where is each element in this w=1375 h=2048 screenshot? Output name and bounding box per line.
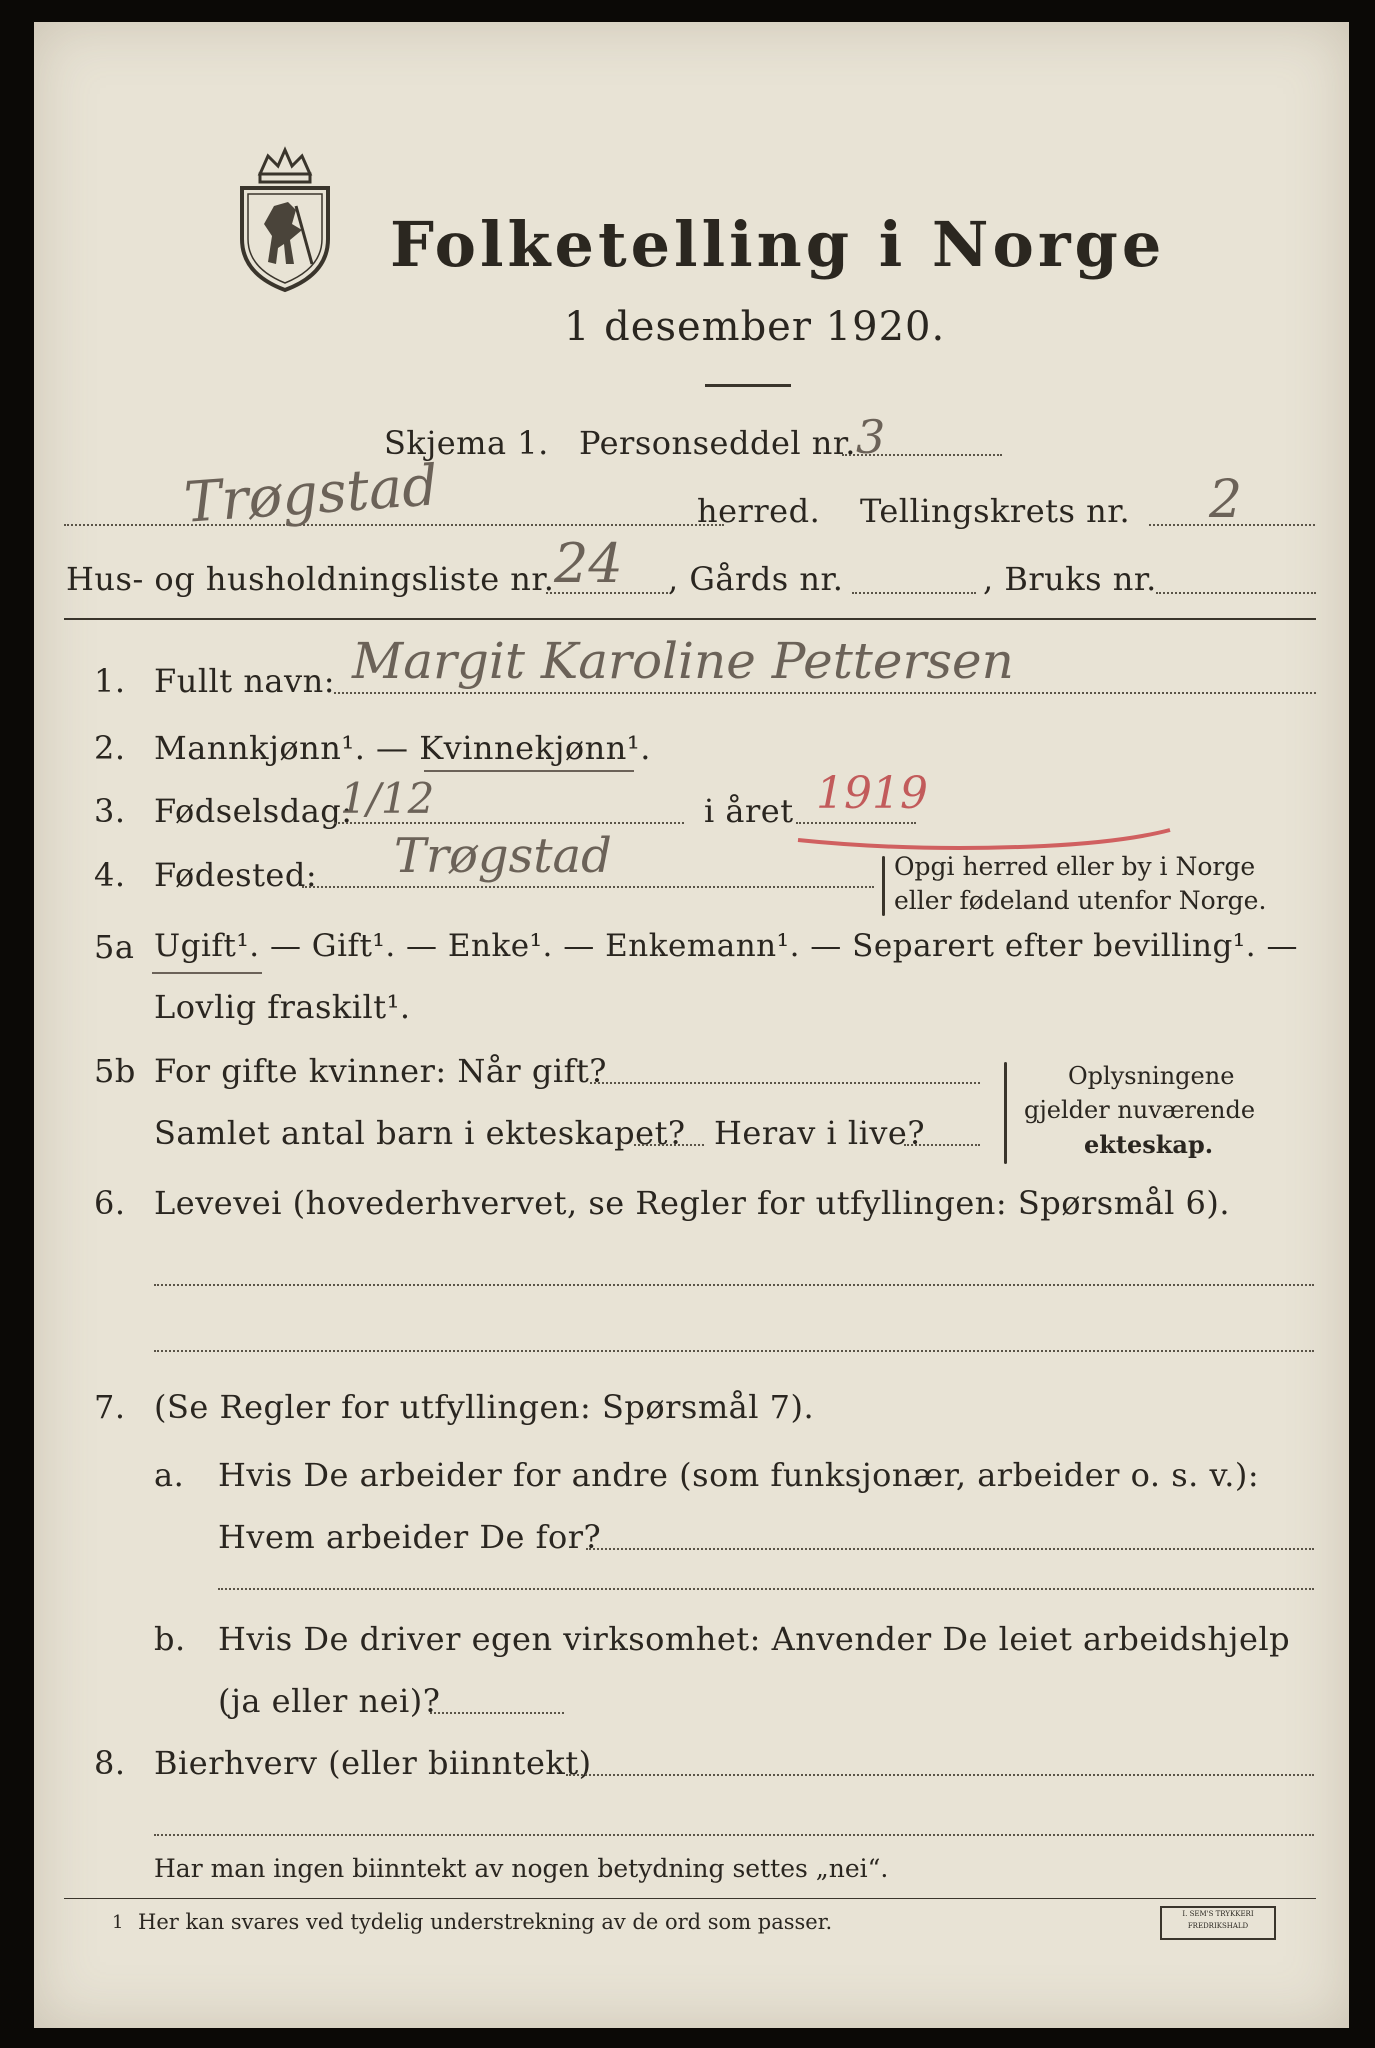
q7b-line [430, 1712, 564, 1714]
personseddel-label: Personseddel nr. [579, 424, 856, 462]
q1-label: Fullt navn: [154, 662, 335, 700]
printer-stamp [1160, 1906, 1276, 1940]
husliste-value: 24 [554, 532, 623, 595]
q2-label: Mannkjønn¹. — Kvinnekjønn¹. [154, 729, 651, 767]
footnote-text: Her kan svares ved tydelig understrekning av de ord som passer. [138, 1910, 833, 1934]
q8-line2 [154, 1834, 1314, 1836]
q8-note: Har man ingen biinntekt av nogen betydning settes „nei“. [154, 1854, 889, 1883]
footnote-mark: 1 [112, 1912, 124, 1933]
q3-birthday-value: 1/12 [340, 774, 435, 823]
q4-line [302, 886, 874, 888]
q7a-line1: Hvis De arbeider for andre (som funksjonær, arbeider o. s. v.): [218, 1456, 1260, 1494]
q3-number: 3. [94, 792, 126, 830]
herred-value: Trøgstad [182, 453, 441, 536]
q5b-alive-line [904, 1144, 980, 1146]
q4-note-bracket [882, 856, 885, 916]
q5b-note-line2: gjelder nuværende [1024, 1096, 1256, 1124]
bruks-line [1156, 592, 1316, 594]
q7a-line2: Hvem arbeider De for? [218, 1518, 602, 1556]
q5b-note-bracket [1004, 1062, 1007, 1164]
q5b-note-line1: Oplysningene [1068, 1062, 1235, 1090]
q6-line1 [154, 1284, 1314, 1286]
q4-label: Fødested: [154, 856, 318, 894]
q8-line1 [566, 1774, 1314, 1776]
gards-line [852, 592, 976, 594]
census-form [34, 22, 1349, 2028]
q1-full-name: Margit Karoline Pettersen [352, 632, 1014, 690]
husliste-label: Hus- og husholdningsliste nr. [66, 560, 555, 598]
gards-label: , Gårds nr. [668, 560, 844, 598]
printer-stamp-line2: FREDRIKSHALD [1187, 1922, 1249, 1930]
q6-line2 [154, 1350, 1314, 1352]
q5a-number: 5a [94, 928, 135, 966]
q5b-children-line [634, 1144, 704, 1146]
q5b-alive-label: Herav i live? [714, 1114, 926, 1152]
skjema-label: Skjema 1. [384, 424, 549, 462]
q5b-line1: For gifte kvinner: Når gift? [154, 1052, 607, 1090]
q5b-children-label: Samlet antal barn i ekteskapet? [154, 1114, 686, 1152]
q2-underline [424, 770, 634, 772]
q8-number: 8. [94, 1744, 126, 1782]
bruks-label: , Bruks nr. [983, 560, 1157, 598]
q7a-line [586, 1548, 1314, 1550]
herred-label: herred. [697, 492, 821, 530]
footnote-rule [64, 1898, 1316, 1899]
q5a-underline [152, 972, 262, 974]
q3-year-label: i året [704, 792, 794, 830]
tellingskrets-label: Tellingskrets nr. [860, 492, 1131, 530]
q7b-number: b. [154, 1620, 186, 1658]
q3-year-value: 1919 [816, 768, 928, 819]
tellingskrets-value: 2 [1209, 470, 1243, 530]
q7b-line1: Hvis De driver egen virksomhet: Anvender De leiet arbeidshjelp [218, 1620, 1291, 1658]
q6-number: 6. [94, 1184, 126, 1222]
q4-number: 4. [94, 856, 126, 894]
q5b-note-line3: ekteskap. [1084, 1130, 1214, 1159]
q8-label: Bierhverv (eller biinntekt) [154, 1744, 592, 1782]
q7b-line2: (ja eller nei)? [218, 1682, 441, 1720]
q4-note-line2: eller fødeland utenfor Norge. [894, 886, 1267, 915]
q3-label: Fødselsdag: [154, 792, 353, 830]
q7-label: (Se Regler for utfyllingen: Spørsmål 7). [154, 1388, 815, 1426]
personseddel-value: 3 [856, 410, 886, 464]
form-title: Folketelling i Norge [390, 208, 1166, 281]
coat-of-arms-icon [230, 144, 340, 294]
q7a-number: a. [154, 1456, 185, 1494]
q4-birthplace-value: Trøgstad [394, 828, 612, 884]
title-rule [705, 384, 791, 387]
header-rule [64, 618, 1316, 620]
q6-label: Levevei (hovederhvervet, se Regler for utfyllingen: Spørsmål 6). [154, 1184, 1231, 1222]
q7a-line-extra [218, 1588, 1314, 1590]
census-date: 1 desember 1920. [564, 304, 946, 350]
herred-line [64, 524, 724, 526]
q1-number: 1. [94, 662, 126, 700]
q7-number: 7. [94, 1388, 126, 1426]
q1-line [334, 692, 1316, 694]
q2-number: 2. [94, 729, 126, 767]
q5b-number: 5b [94, 1052, 136, 1090]
printer-stamp-line1: I. SEM'S TRYKKERI [1182, 1910, 1254, 1918]
q5b-married-line [590, 1082, 980, 1084]
q5a-line2: Lovlig fraskilt¹. [154, 988, 411, 1026]
q4-note-line1: Opgi herred eller by i Norge [894, 852, 1256, 881]
q5a-line1: Ugift¹. — Gift¹. — Enke¹. — Enkemann¹. — Separert efter bevilling¹. — [154, 928, 1298, 964]
